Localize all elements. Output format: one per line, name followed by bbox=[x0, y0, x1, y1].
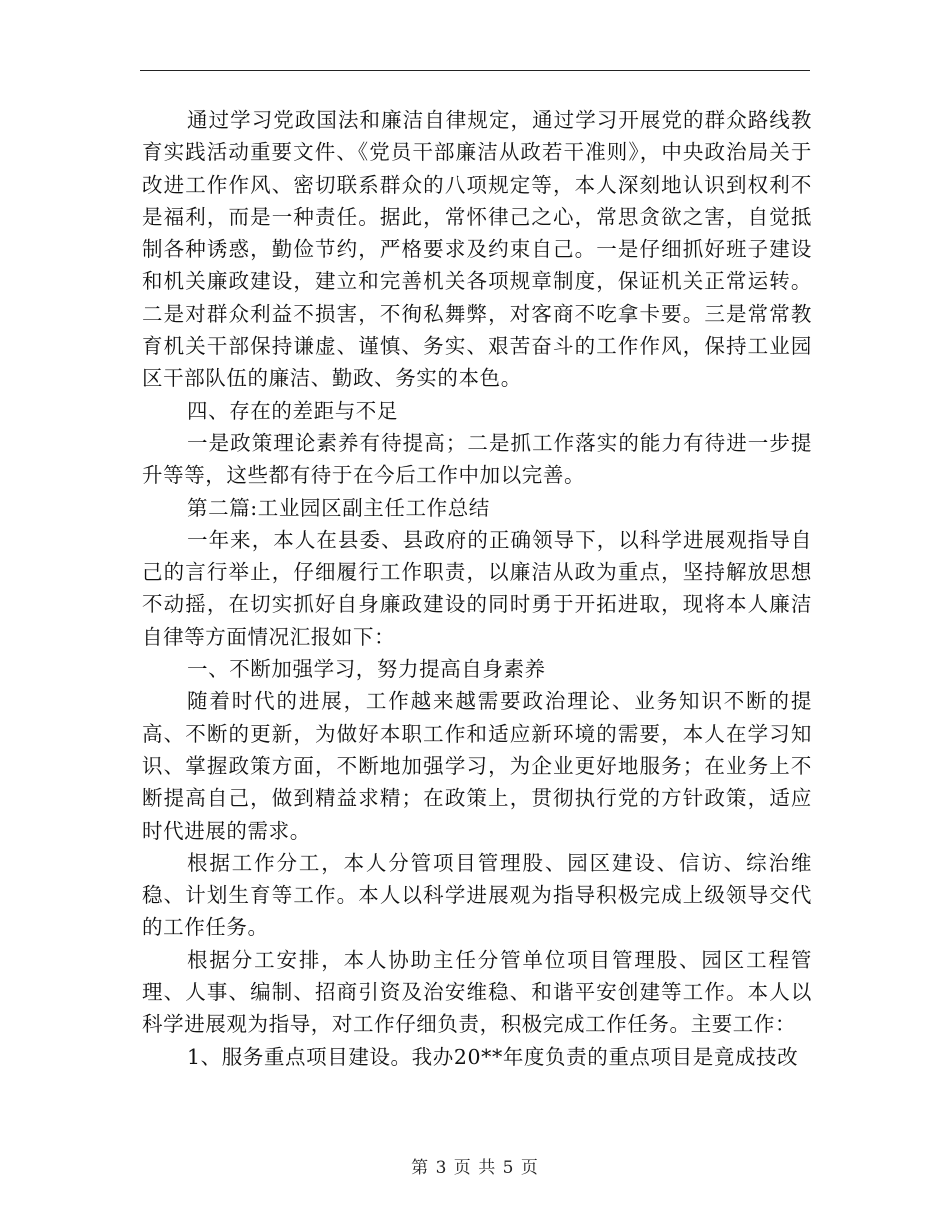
paragraph: 通过学习党政国法和廉洁自律规定，通过学习开展党的群众路线教育实践活动重要文件、《党员干部廉洁从政若干准则》，中央政治局关于改进工作作风、密切联系群众的八项规定等，本人深刻地认识到权利不是福利，而是一种责任。据此，常怀律己之心，常思贪欲之害，自觉抵制各种诱惑，勤俭节约，严格要求及约束自己。一是仔细抓好班子建设和机关廉政建设，建立和完善机关各项规章制度，保证机关正常运转。二是对群众利益不损害，不徇私舞弊，对客商不吃拿卡要。三是常常教育机关干部保持谦虚、谨慎、务实、艰苦奋斗的工作作风，保持工业园区干部队伍的廉洁、勤政、务实的本色。 bbox=[142, 108, 812, 391]
section-heading: 四、存在的差距与不足 bbox=[187, 398, 398, 423]
header-rule bbox=[140, 70, 810, 71]
paragraph: 一年来，本人在县委、县政府的正确领导下，以科学进展观指导自己的言行举止，仔细履行工作职责，以廉洁从政为重点，坚持解放思想不动摇，在切实抓好自身廉政建设的同时勇于开拓进取，现将本人廉洁自律等方面情况汇报如下： bbox=[142, 527, 812, 649]
section-heading: 一、不断加强学习，努力提高自身素养 bbox=[187, 657, 546, 682]
paragraph: 1、服务重点项目建设。我办20**年度负责的重点项目是竟成技改 bbox=[187, 1044, 799, 1069]
paragraph: 随着时代的进展，工作越来越需要政治理论、业务知识不断的提高、不断的更新，为做好本职工作和适应新环境的需要，本人在学习知识、掌握政策方面，不断地加强学习，为企业更好地服务；在业务上不断提高自己，做到精益求精；在政策上，贯彻执行党的方针政策，适应时代进展的需求。 bbox=[142, 689, 812, 843]
page-number-footer: 第 3 页 共 5 页 bbox=[411, 1158, 539, 1178]
document-body bbox=[142, 104, 812, 1073]
paragraph: 根据分工安排，本人协助主任分管单位项目管理股、园区工程管理、人事、编制、招商引资及治安维稳、和谐平安创建等工作。本人以科学进展观为指导，对工作仔细负责，积极完成工作任务。主要工作： bbox=[142, 947, 812, 1037]
article-title: 第二篇:工业园区副主任工作总结 bbox=[187, 495, 490, 520]
paragraph: 一是政策理论素养有待提高；二是抓工作落实的能力有待进一步提升等等，这些都有待于在今后工作中加以完善。 bbox=[142, 430, 812, 488]
paragraph: 根据工作分工，本人分管项目管理股、园区建设、信访、综治维稳、计划生育等工作。本人以科学进展观为指导积极完成上级领导交代的工作任务。 bbox=[142, 850, 812, 940]
